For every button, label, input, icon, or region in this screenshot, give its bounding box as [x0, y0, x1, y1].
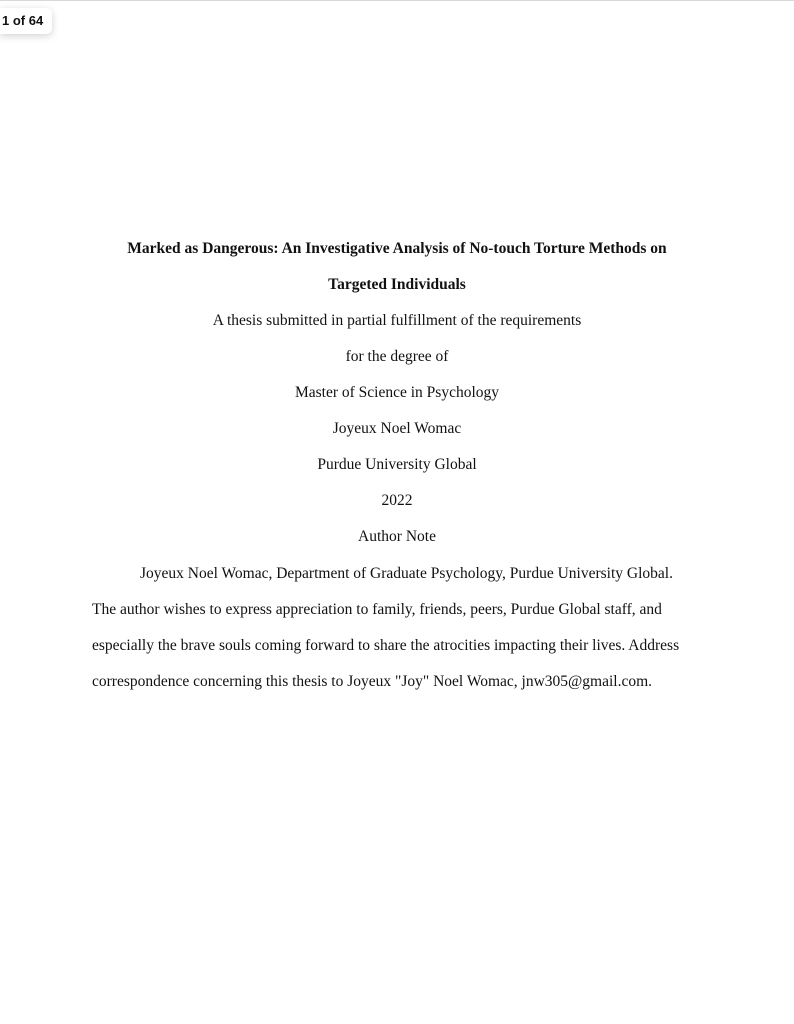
thesis-title-line-2: Targeted Individuals [328, 276, 466, 293]
degree-name: Master of Science in Psychology [294, 384, 500, 401]
author-note-heading: Author Note [358, 528, 436, 545]
author-note-line-1: Joyeux Noel Womac, Department of Graduate Psychology, Purdue University Global. [140, 565, 673, 582]
publication-year: 2022 [381, 492, 413, 509]
author-note-line-3: especially the brave souls coming forward to share the atrocities impacting their lives. Address [92, 637, 680, 654]
author-note-line-2: The author wishes to express appreciation to family, friends, peers, Purdue Global staff, and [92, 601, 662, 618]
submission-statement-line-2: for the degree of [345, 348, 449, 365]
page-indicator: 1 of 64 [0, 8, 52, 34]
submission-statement-line-1: A thesis submitted in partial fulfillment of the requirements [212, 312, 582, 329]
institution-name: Purdue University Global [317, 456, 477, 473]
author-name: Joyeux Noel Womac [332, 420, 462, 437]
author-note-line-4: correspondence concerning this thesis to Joyeux "Joy" Noel Womac, jnw305@gmail.com. [92, 673, 653, 690]
thesis-title-line-1: Marked as Dangerous: An Investigative Analysis of No-touch Torture Methods on [127, 240, 667, 257]
